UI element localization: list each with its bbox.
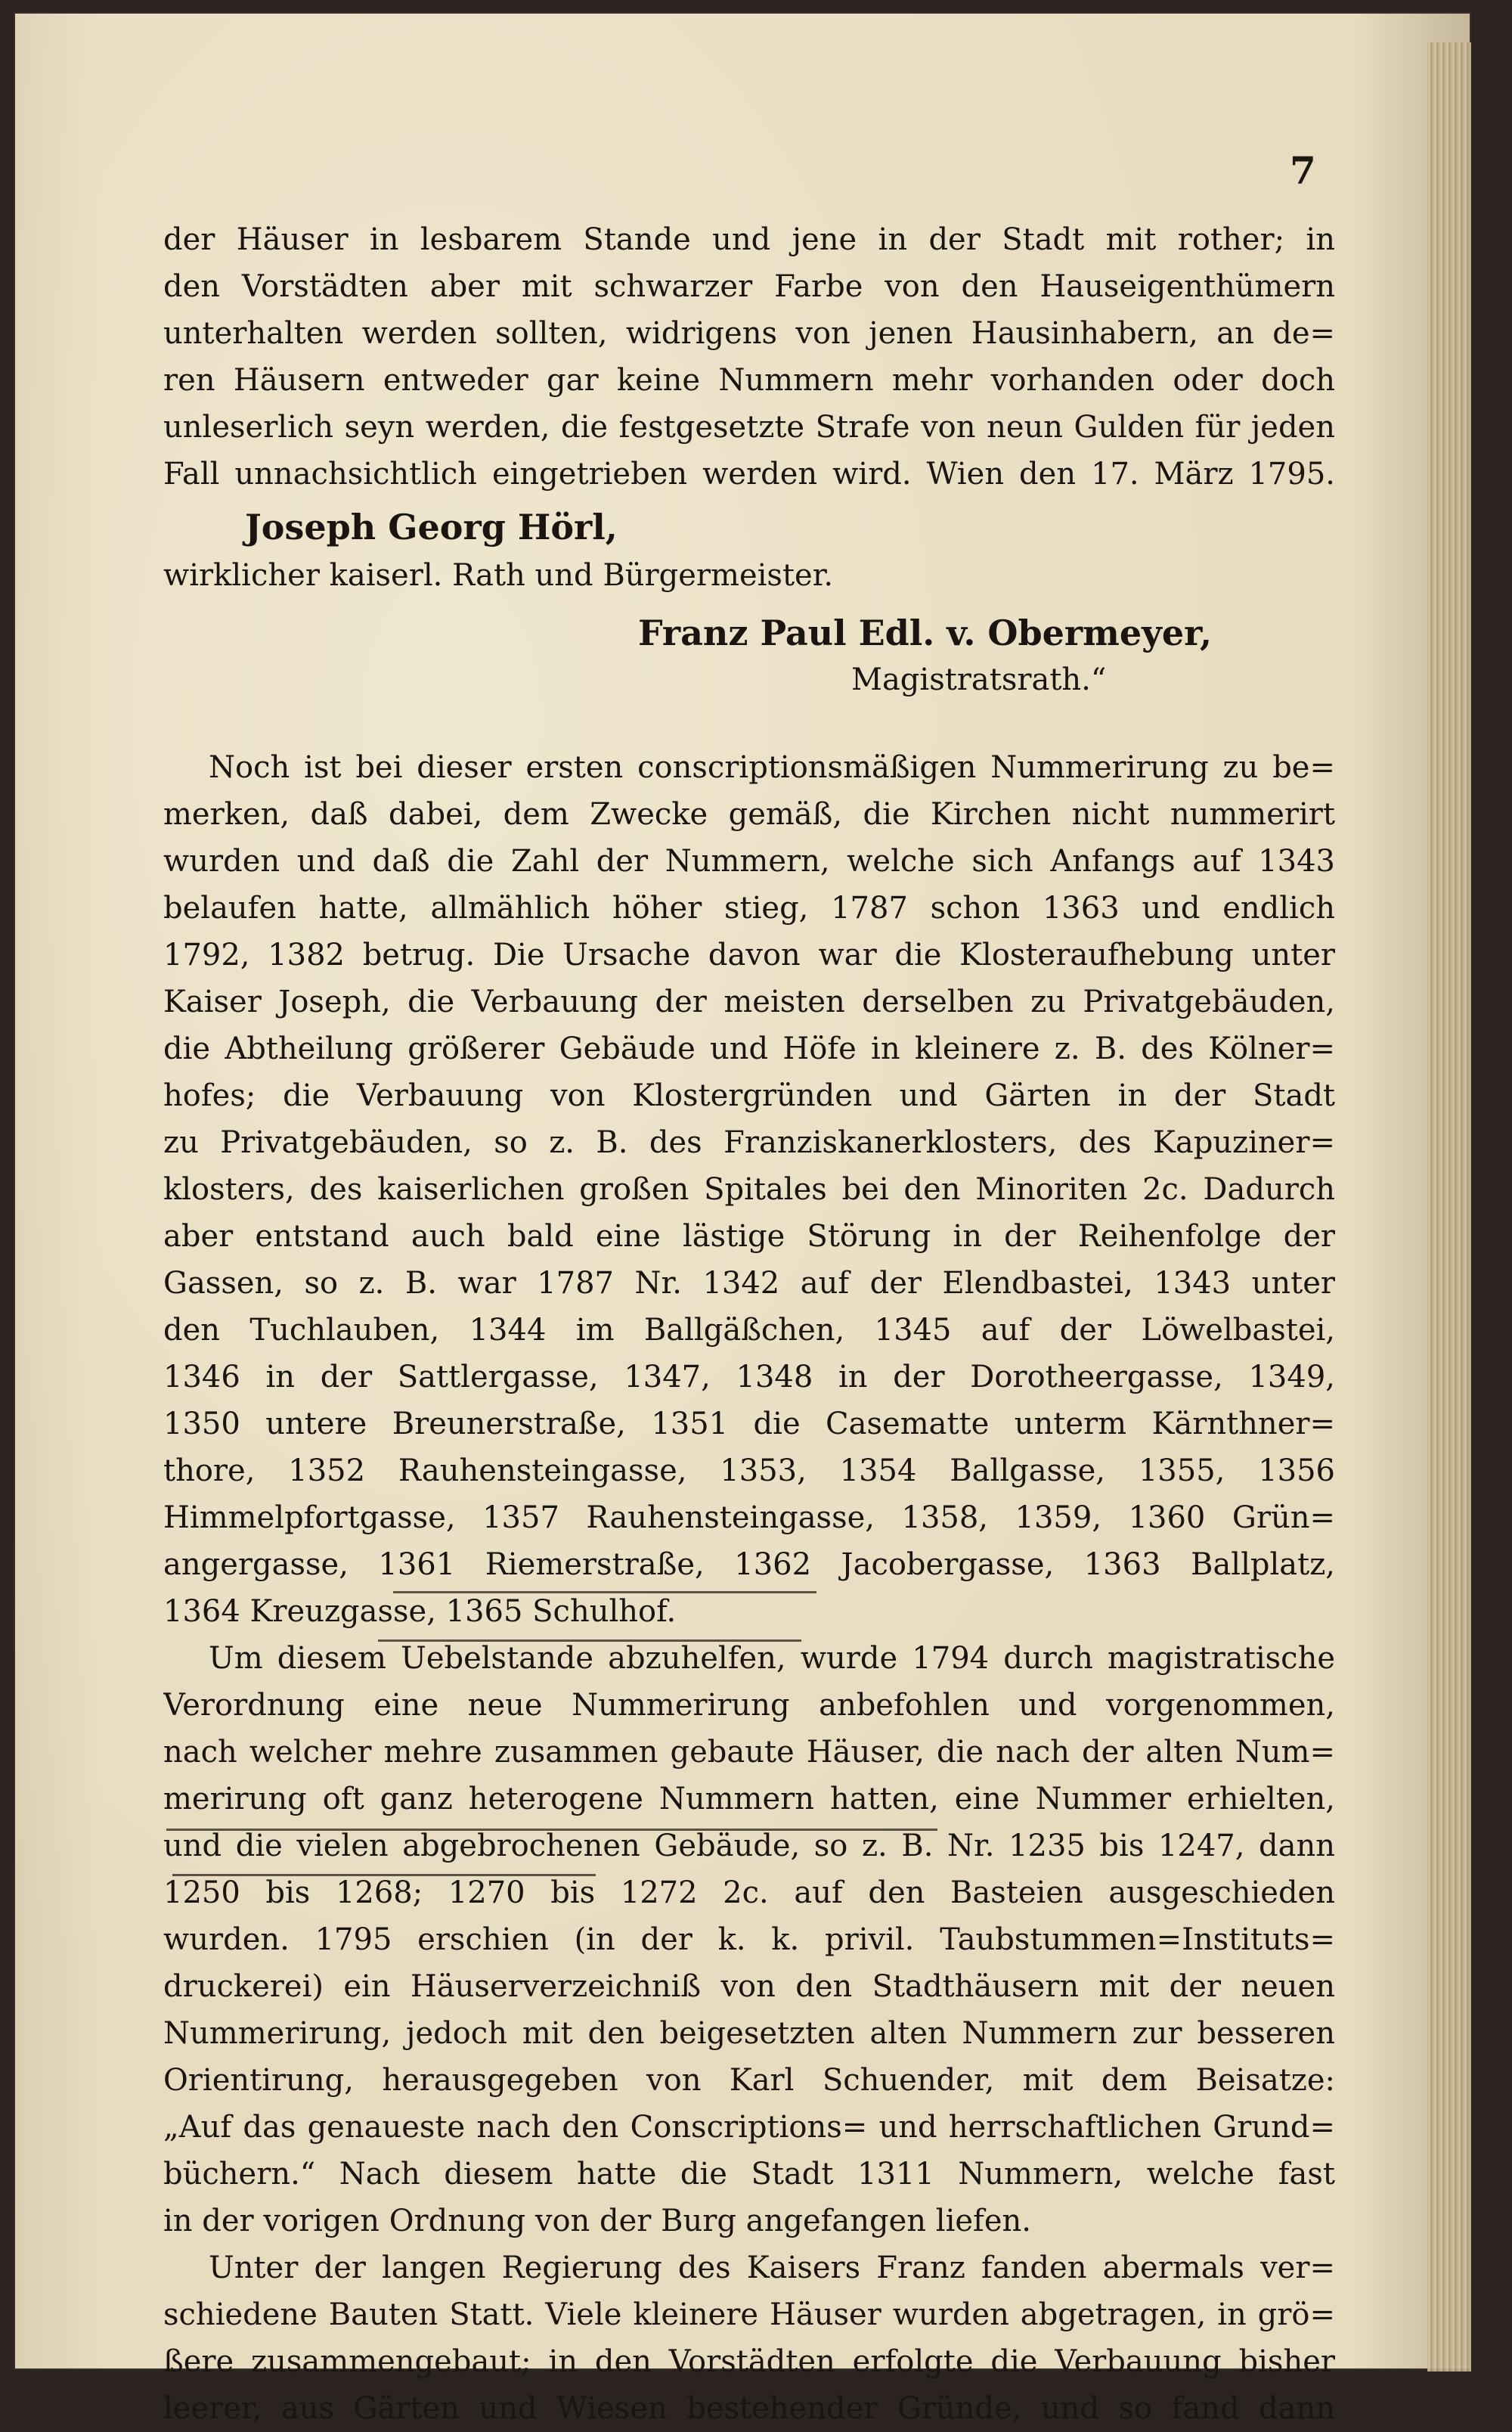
text-line: 1350 untere Breunerstraße, 1351 die Casematte unterm Kärnthner= [163,1407,1335,1441]
paragraph-gap [163,703,1335,744]
signature-title-hoerl: wirklicher kaiserl. Rath und Bürgermeister. [163,558,834,593]
text-line: büchern.“ Nach diesem hatte die Stadt 1311 Nummern, welche fast [163,2157,1335,2192]
text-line: 1346 in der Sattlergasse, 1347, 1348 in der Dorotheergasse, 1349, [163,1360,1335,1394]
signature-title-obermeyer: Magistratsrath.“ [851,662,1107,697]
page-edges [1427,42,1471,2372]
text-line: Orientirung, herausgegeben von Karl Schuender, mit dem Beisatze: [163,2063,1335,2098]
text-line: zu Privatgebäuden, so z. B. des Franziskanerklosters, des Kapuziner= [163,1125,1335,1160]
text-line: Fall unnachsichtlich eingetrieben werden wird. Wien den 17. März 1795. [163,457,1335,492]
paragraph-2 [163,744,1335,1635]
text-line: der Häuser in lesbarem Stande und jene in der Stadt mit rother; in [163,222,1335,257]
text-line: „Auf das genaueste nach den Conscriptions= und herrschaftlichen Grund= [163,2110,1335,2145]
text-line: druckerei) ein Häuserverzeichniß von den Stadthäusern mit der neuen [163,1969,1335,2004]
text-line: schiedene Bauten Statt. Viele kleinere Häuser wurden abgetragen, in grö= [163,2297,1335,2332]
text-line: aber entstand auch bald eine lästige Störung in der Reihenfolge der [163,1219,1335,1254]
text-line: ßere zusammengebaut; in den Vorstädten erfolgte die Verbauung bisher [163,2344,1335,2379]
text-line: Gassen, so z. B. war 1787 Nr. 1342 auf der Elendbastei, 1343 unter [163,1266,1335,1301]
text-line: hofes; die Verbauung von Klostergründen und Gärten in der Stadt [163,1078,1335,1113]
text-line: Kaiser Joseph, die Verbauung der meisten derselben zu Privatgebäuden, [163,985,1335,1019]
signature-name-hoerl: Joseph Georg Hörl, [245,507,618,548]
text-line: Um diesem Uebelstande abzuhelfen, wurde 1794 durch magistratische [209,1641,1335,1676]
text-line: in der vorigen Ordnung von der Burg angefangen liefen. [163,2204,1031,2238]
text-line: 1250 bis 1268; 1270 bis 1272 2c. auf den Basteien ausgeschieden [163,1875,1335,1910]
handwritten-underline [378,1639,801,1642]
text-line: Verordnung eine neue Nummerirung anbefohlen und vorgenommen, [163,1688,1335,1723]
text-line: unleserlich seyn werden, die festgesetzte Strafe von neun Gulden für jeden [163,410,1335,445]
handwritten-underline [393,1591,816,1593]
paragraph-3 [163,1635,1335,2244]
text-line: wurden und daß die Zahl der Nummern, welche sich Anfangs auf 1343 [163,844,1335,879]
text-line: Noch ist bei dieser ersten conscriptionsmäßigen Nummerirung zu be= [209,750,1335,785]
text-line: belaufen hatte, allmählich höher stieg, 1787 schon 1363 und endlich [163,891,1335,926]
text-line: 1792, 1382 betrug. Die Ursache davon war die Klosteraufhebung unter [163,938,1335,972]
text-line: leerer, aus Gärten und Wiesen bestehender Gründe, und so fand dann [163,2391,1335,2426]
text-line: ren Häusern entweder gar keine Nummern mehr vorhanden oder doch [163,363,1335,398]
text-line: Himmelpfortgasse, 1357 Rauhensteingasse, 1358, 1359, 1360 Grün= [163,1500,1335,1535]
text-line: merken, daß dabei, dem Zwecke gemäß, die Kirchen nicht nummerirt [163,797,1335,832]
text-line: den Vorstädten aber mit schwarzer Farbe von den Hauseigenthümern [163,269,1335,304]
text-line: merirung oft ganz heterogene Nummern hatten, eine Nummer erhielten, [163,1782,1335,1816]
page-number: 7 [1290,148,1316,193]
text-line: nach welcher mehre zusammen gebaute Häuser, die nach der alten Num= [163,1735,1335,1770]
handwritten-underline [172,1874,596,1876]
handwritten-underline [166,1829,937,1831]
text-line: klosters, des kaiserlichen großen Spitales bei den Minoriten 2c. Dadurch [163,1172,1335,1207]
text-line: 1364 Kreuzgasse, 1365 Schulhof. [163,1594,677,1629]
signature-name-obermeyer: Franz Paul Edl. v. Obermeyer, [638,613,1212,653]
text-line: angergasse, 1361 Riemerstraße, 1362 Jacobergasse, 1363 Ballplatz, [163,1547,1335,1582]
text-line: Unter der langen Regierung des Kaisers Franz fanden abermals ver= [209,2251,1335,2285]
text-line: Nummerirung, jedoch mit den beigesetzten alten Nummern zur besseren [163,2016,1335,2051]
paragraph-1 [163,216,1335,498]
paragraph-4 [163,2244,1335,2432]
text-line: thore, 1352 Rauhensteingasse, 1353, 1354 Ballgasse, 1355, 1356 [163,1453,1335,1488]
text-line: unterhalten werden sollten, widrigens von jenen Hausinhabern, an de= [163,316,1335,351]
text-line: die Abtheilung größerer Gebäude und Höfe in kleinere z. B. des Kölner= [163,1031,1335,1066]
text-line: den Tuchlauben, 1344 im Ballgäßchen, 1345 auf der Löwelbastei, [163,1313,1335,1348]
text-line: wurden. 1795 erschien (in der k. k. privil. Taubstummen=Instituts= [163,1922,1335,1957]
text-line: und die vielen abgebrochenen Gebäude, so z. B. Nr. 1235 bis 1247, dann [163,1829,1335,1863]
signature-block [163,504,1335,703]
text-block [163,216,1335,2432]
